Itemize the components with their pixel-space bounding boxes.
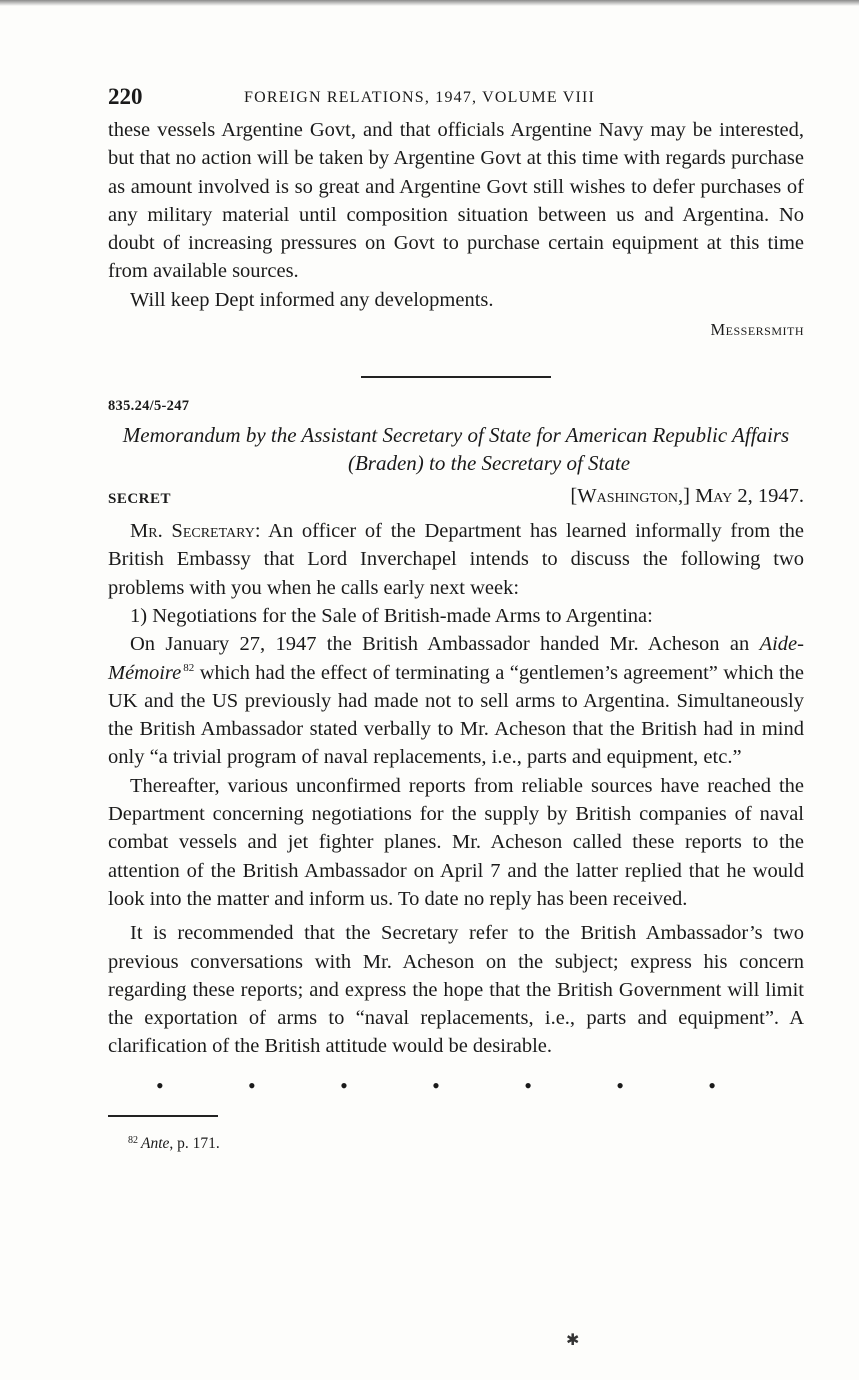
dateline-text: [Washington,] May 2, 1947. [570, 485, 804, 508]
document-title: Memorandum by the Assistant Secretary of State for American Republic Affairs (Braden) to the Secretary of State [122, 423, 790, 476]
document-page [108, 84, 804, 1153]
footnote [108, 1135, 804, 1153]
section-divider [361, 376, 551, 378]
classification-line [108, 485, 804, 513]
intro-paragraph [108, 517, 804, 602]
paragraph-2: Thereafter, various unconfirmed reports from reliable sources have reached the Department concerning negotiations for the supply by British companies of naval combat vessels and jet fighter planes. Mr. Acheson called these reports to the attention of the British Ambassador on April 7 and the latter replied that he would look into the matter and inform us. To date no reply has been received. [108, 774, 804, 910]
dot: • [708, 1072, 716, 1098]
para1-after: which had the effect of terminating a “gentlemen’s agreement” which the UK and the US previously had made not to sell arms to Argentina. Simultaneously the British Ambassador stated verbally to Mr. Acheson that the British had in mind only “a trivial program of naval replacements, i.e., parts and equipment, etc.” [108, 661, 804, 769]
footnote-italic: Ante [141, 1134, 170, 1152]
dot: • [432, 1072, 440, 1098]
dot: • [524, 1072, 532, 1098]
dot: • [616, 1072, 624, 1098]
footnote-rule [108, 1115, 218, 1117]
classification: SECRET [108, 491, 172, 508]
paragraph-1 [108, 630, 804, 771]
dateline [570, 485, 804, 508]
footnote-text: , p. 171. [169, 1134, 220, 1152]
page-header [108, 84, 804, 114]
dot: • [340, 1072, 348, 1098]
dot: • [156, 1072, 164, 1098]
aide-memoire-term: Aide-Mémoire [108, 633, 804, 684]
continued-paragraph: these vessels Argentine Govt, and that officials Argentine Navy may be interested, but that no action will be taken by Argentine Govt at this time with regards purchase as amount involved is so great and Argentine Govt still wishes to defer purchases of any military material until composition situation between us and Argentina. No doubt of increasing pressures on Govt to purchase certain equipment at this time from available sources. [108, 119, 804, 283]
footnote-number: 82 [128, 1134, 138, 1146]
intro-text: : An officer of the Department has learned informally from the British Embassy that Lord Inverchapel intends to discuss the following two problems with you when he calls early next week: [108, 520, 804, 599]
item-heading: 1) Negotiations for the Sale of British-made Arms to Argentina: [130, 604, 653, 627]
running-head: FOREIGN RELATIONS, 1947, VOLUME VIII [244, 89, 596, 106]
page-top-edge [0, 0, 859, 6]
dot: • [248, 1072, 256, 1098]
page-number: 220 [108, 84, 143, 109]
footnote-reference[interactable]: 82 [183, 661, 195, 674]
omission-dots [156, 1072, 716, 1098]
closing-line: Will keep Dept informed any developments. [130, 288, 494, 311]
salutation: Mr. Secretary [130, 520, 255, 543]
para1-before: On January 27, 1947 the British Ambassador handed Mr. Acheson an [130, 633, 760, 656]
document-reference: 835.24/5-247 [108, 398, 190, 415]
paragraph-3: It is recommended that the Secretary refer to the British Ambassador’s two previous conversations with Mr. Acheson on the subject; express his concern regarding these reports; and express the hope that the British Government will limit the exportation of arms to “naval replacements, i.e., parts and equipment”. A clarification of the British attitude would be desirable. [108, 922, 804, 1058]
signature: Messersmith [710, 320, 804, 340]
print-speck: ✱ [566, 1332, 580, 1349]
